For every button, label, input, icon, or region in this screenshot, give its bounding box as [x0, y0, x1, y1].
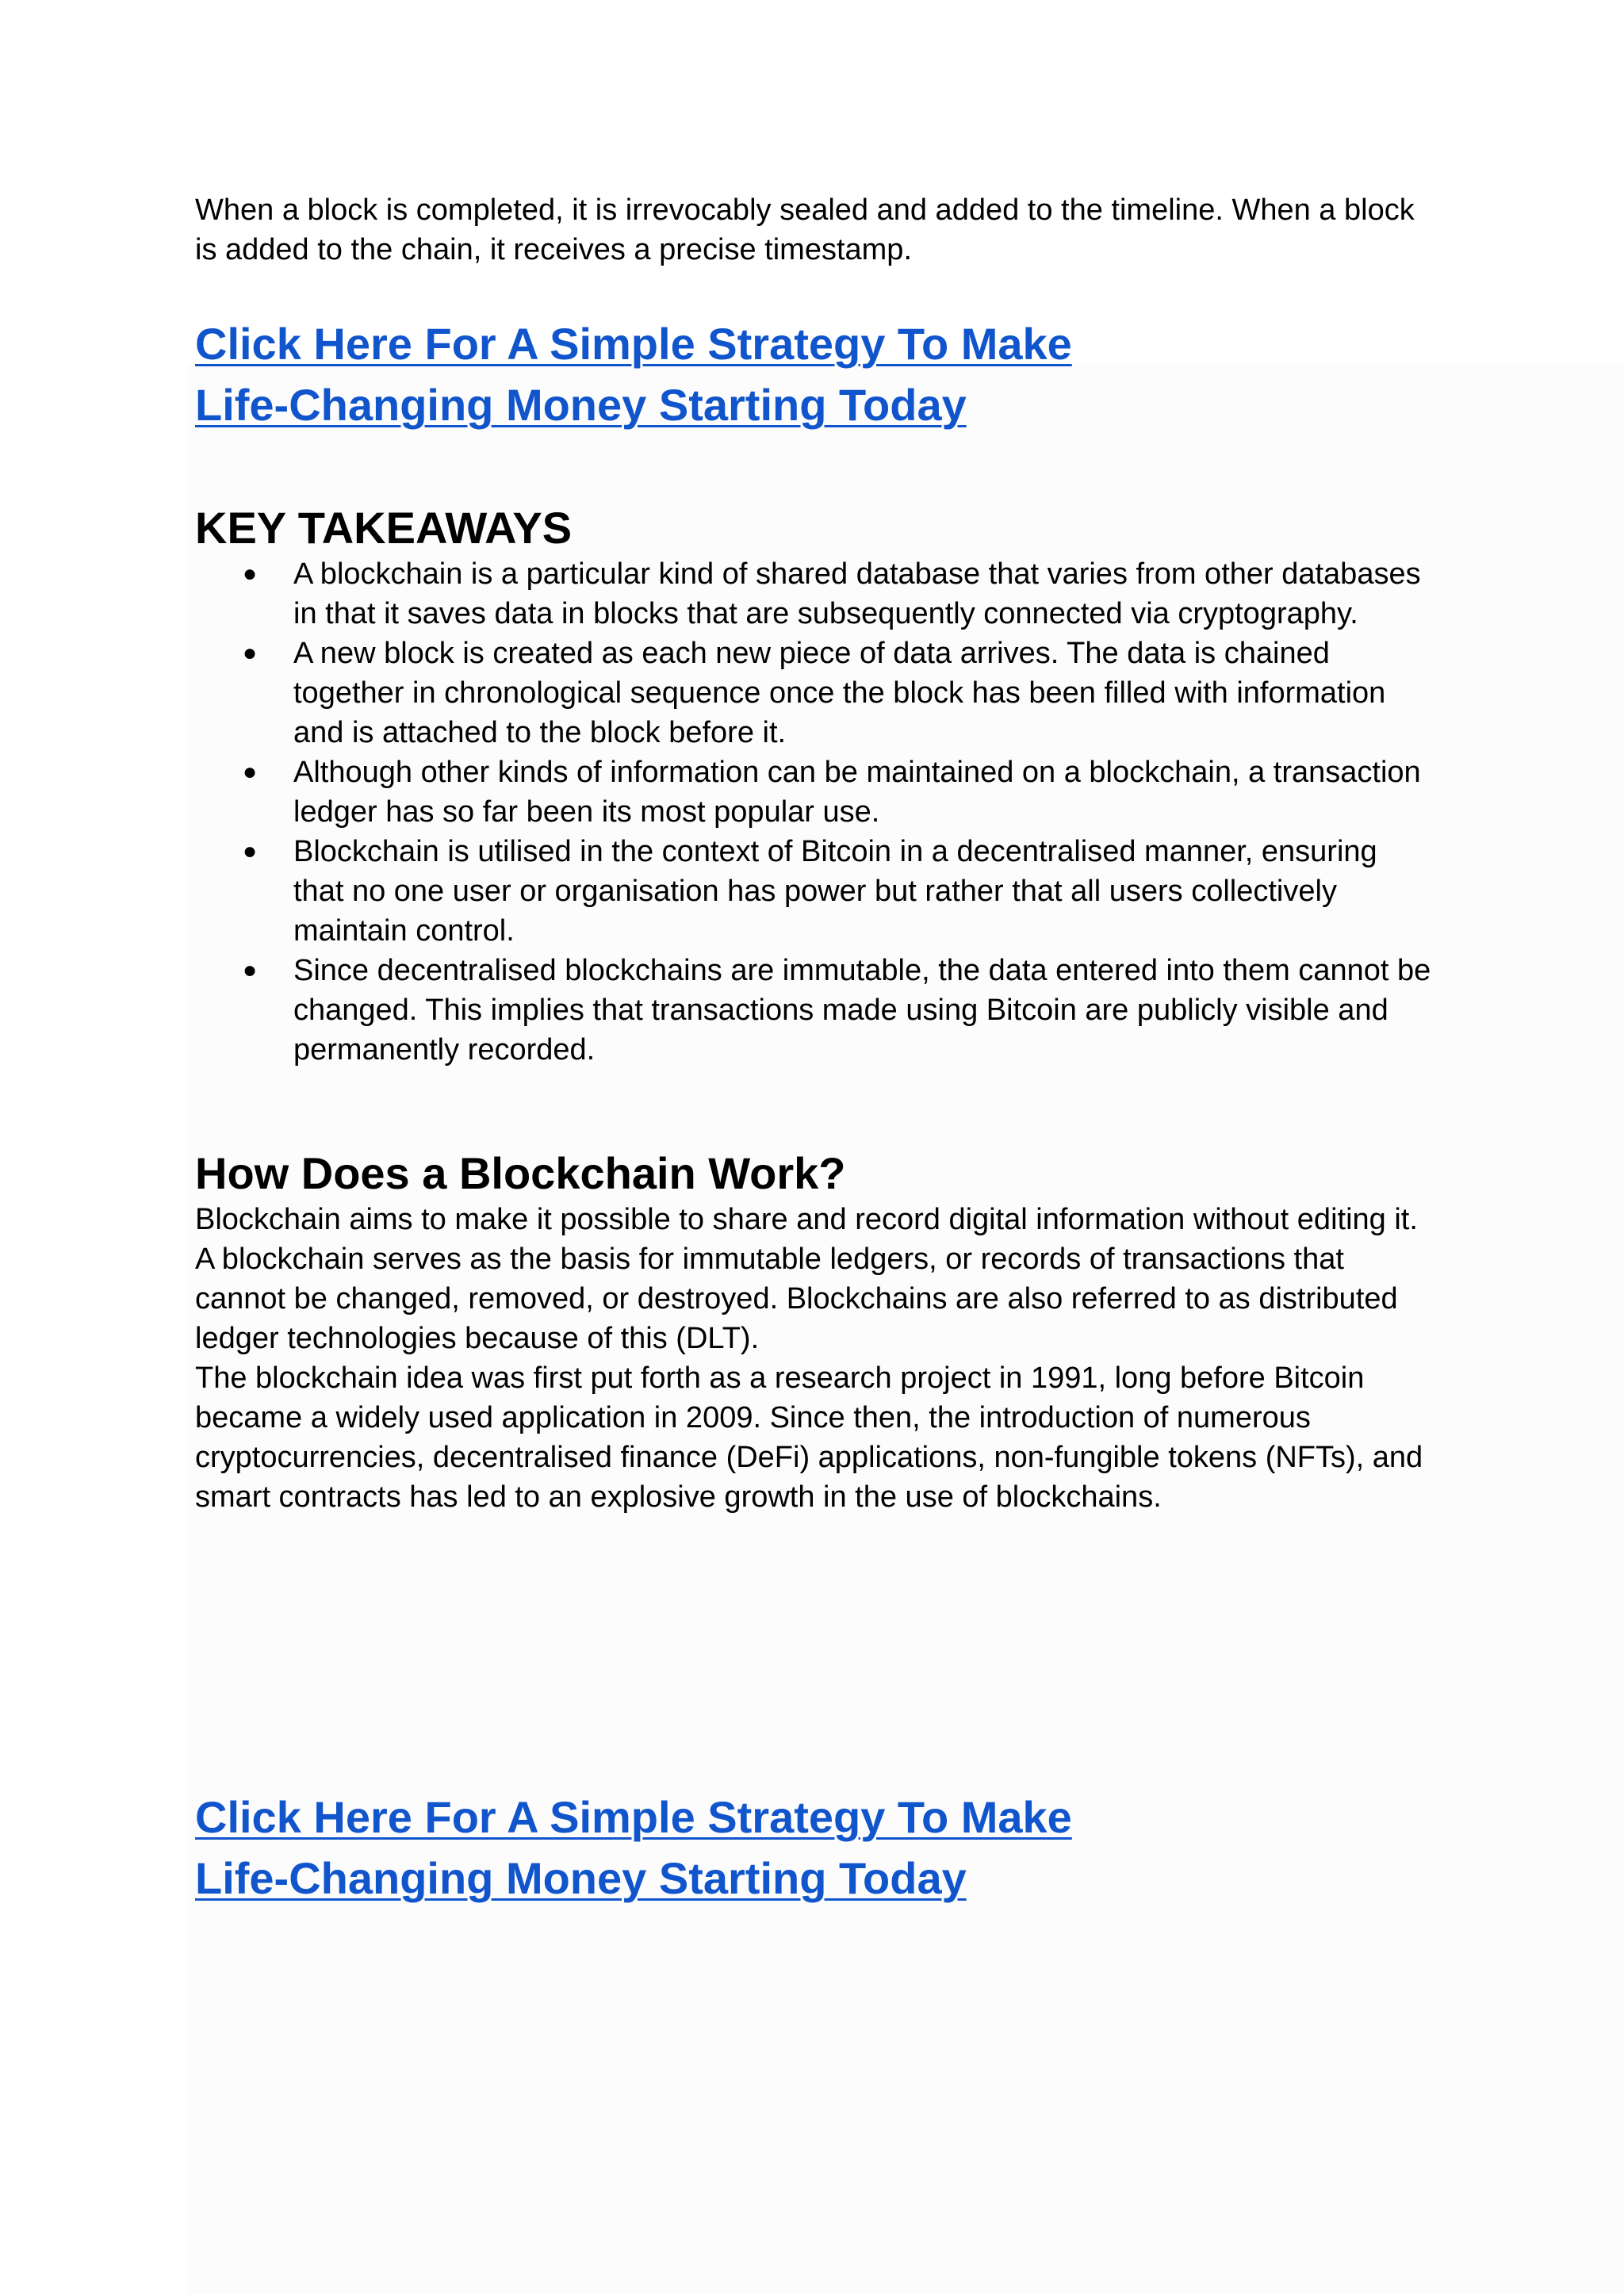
list-item — [195, 634, 1432, 753]
list-item-text: A new block is created as each new piece of data arrives. The data is chained together in chronological sequence once the block has been filled with information and is attached to the block before it. — [293, 637, 1386, 749]
list-item — [195, 753, 1432, 832]
cta-link-bottom[interactable]: Click Here For A Simple Strategy To Make Life-Changing Money Starting Today — [195, 1792, 1072, 1903]
list-item-text: Blockchain is utilised in the context of Bitcoin in a decentralised manner, ensuring that no one user or organisation has power but rather that all users collectively maintain control. — [293, 835, 1377, 948]
body-paragraph: Blockchain aims to make it possible to share and record digital information without editing it. A blockchain serves as the basis for immutable ledgers, or records of transactions that cannot be changed, removed, or destroyed. Blockchains are also referred to as distributed ledger technologies because of this (DLT). — [195, 1203, 1418, 1355]
bullet-icon: ● — [243, 561, 258, 587]
list-item — [195, 951, 1432, 1070]
list-item-text: Although other kinds of information can be maintained on a blockchain, a transaction ledger has so far been its most popular use. — [293, 756, 1421, 829]
list-item-text: A blockchain is a particular kind of shared database that varies from other databases in that it saves data in blocks that are subsequently connected via cryptography. — [293, 557, 1421, 630]
body-paragraph: The blockchain idea was first put forth as a research project in 1991, long before Bitcoin became a widely used application in 2009. Since then, the introduction of numerous cryptocurrencies, decentralised finance (DeFi) applications, non-fungible tokens (NFTs), and smart contracts has led to an explosive growth in the use of blockchains. — [195, 1361, 1423, 1514]
bullet-icon: ● — [243, 957, 258, 983]
bullet-icon: ● — [243, 640, 258, 666]
key-takeaways-list — [195, 554, 1432, 1070]
intro-paragraph: When a block is completed, it is irrevocably sealed and added to the timeline. When a block is added to the chain, it receives a precise timestamp. — [195, 193, 1415, 266]
list-item-text: Since decentralised blockchains are immutable, the data entered into them cannot be changed. This implies that transactions made using Bitcoin are publicly visible and permanently recorded. — [293, 954, 1431, 1067]
document-body — [195, 190, 1432, 1909]
list-item — [195, 832, 1432, 951]
bullet-icon: ● — [243, 838, 258, 864]
how-blockchain-works-heading: How Does a Blockchain Work? — [195, 1148, 846, 1198]
list-item — [195, 554, 1432, 634]
bullet-icon: ● — [243, 759, 258, 785]
cta-link-top[interactable]: Click Here For A Simple Strategy To Make Life-Changing Money Starting Today — [195, 319, 1072, 430]
key-takeaways-heading: KEY TAKEAWAYS — [195, 503, 573, 553]
